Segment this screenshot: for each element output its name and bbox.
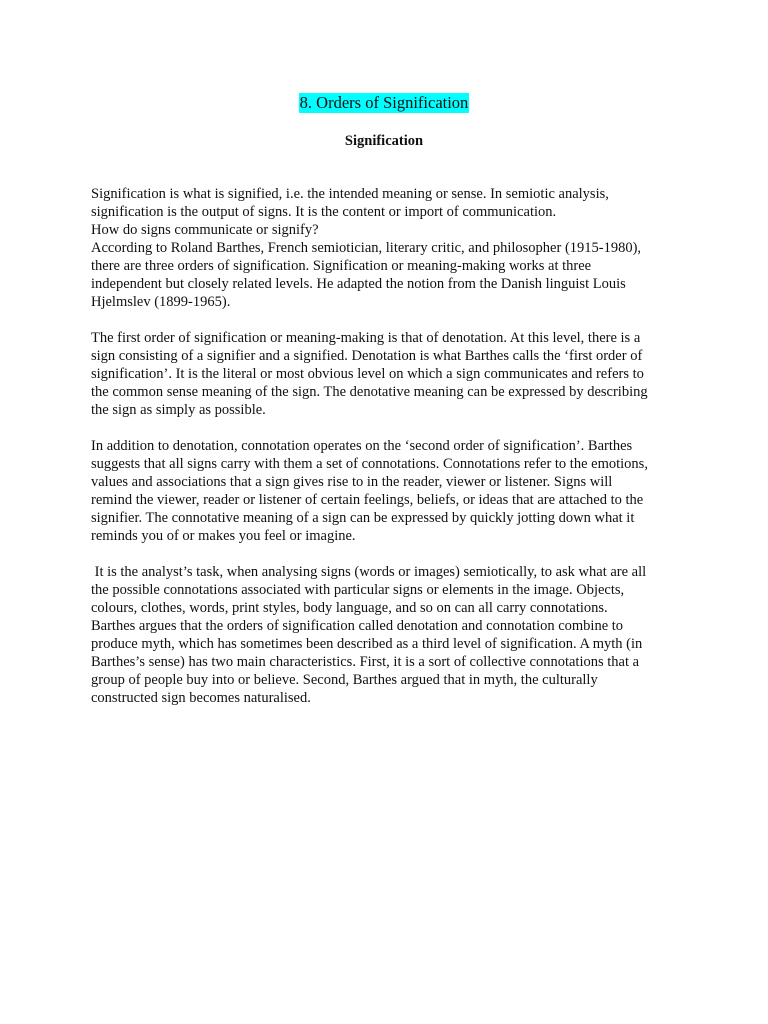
text-line: there are three orders of signification. Signification or meaning-making works at three: [91, 258, 592, 274]
text-line: values and associations that a sign gives rise to in the reader, viewer or listener. Signs will: [91, 474, 613, 490]
paragraph-spacer: [91, 545, 681, 563]
text-line: independent but closely related levels. He adapted the notion from the Danish linguist Louis: [91, 276, 626, 292]
text-line: the sign as simply as possible.: [91, 402, 266, 418]
text-line: Barthes’s sense) has two main characteristics. First, it is a sort of collective connotations that a: [91, 654, 640, 670]
text-line: According to Roland Barthes, French semiotician, literary critic, and philosopher (1915-1980),: [91, 240, 642, 256]
text-line: the possible connotations associated with particular signs or elements in the image. Objects,: [91, 582, 625, 598]
paragraph-1: [91, 185, 681, 311]
text-line: signification’. It is the literal or most obvious level on which a sign communicates and refers to: [91, 366, 644, 382]
text-line: remind the viewer, reader or listener of certain feelings, beliefs, or ideas that are attached to the: [91, 492, 644, 508]
document-body: [91, 185, 681, 707]
text-line: How do signs communicate or signify?: [91, 222, 319, 238]
paragraph-spacer: [91, 311, 681, 329]
paragraph-4: [91, 563, 681, 707]
text-line: The first order of signification or meaning-making is that of denotation. At this level, there is a: [91, 330, 641, 346]
text-line: reminds you of or makes you feel or imagine.: [91, 528, 356, 544]
paragraph-3: [91, 437, 681, 545]
paragraph-spacer: [91, 419, 681, 437]
text-line: suggests that all signs carry with them a set of connotations. Connotations refer to the emotions,: [91, 456, 648, 472]
paragraph-2: [91, 329, 681, 419]
text-line: colours, clothes, words, print styles, body language, and so on can all carry connotations.: [91, 600, 608, 616]
text-line: In addition to denotation, connotation operates on the ‘second order of signification’. Barthes: [91, 438, 633, 454]
text-line: It is the analyst’s task, when analysing signs (words or images) semiotically, to ask what are all: [91, 564, 647, 580]
text-line: Barthes argues that the orders of signification called denotation and connotation combine to: [91, 618, 624, 634]
text-line: constructed sign becomes naturalised.: [91, 690, 311, 706]
page-title: 8. Orders of Signification: [299, 93, 469, 112]
text-line: signification is the output of signs. It is the content or import of communication.: [91, 204, 557, 220]
text-line: the common sense meaning of the sign. The denotative meaning can be expressed by describing: [91, 384, 648, 400]
text-line: group of people buy into or believe. Second, Barthes argued that in myth, the culturally: [91, 672, 598, 688]
text-line: produce myth, which has sometimes been described as a third level of signification. A myth (in: [91, 636, 643, 652]
text-line: sign consisting of a signifier and a signified. Denotation is what Barthes calls the ‘first order of: [91, 348, 643, 364]
section-heading: Signification: [344, 133, 424, 149]
text-line: Signification is what is signified, i.e. the intended meaning or sense. In semiotic analysis,: [91, 186, 609, 202]
text-line: signifier. The connotative meaning of a sign can be expressed by quickly jotting down what it: [91, 510, 635, 526]
title-container: [0, 93, 768, 113]
text-line: Hjelmslev (1899-1965).: [91, 294, 231, 310]
